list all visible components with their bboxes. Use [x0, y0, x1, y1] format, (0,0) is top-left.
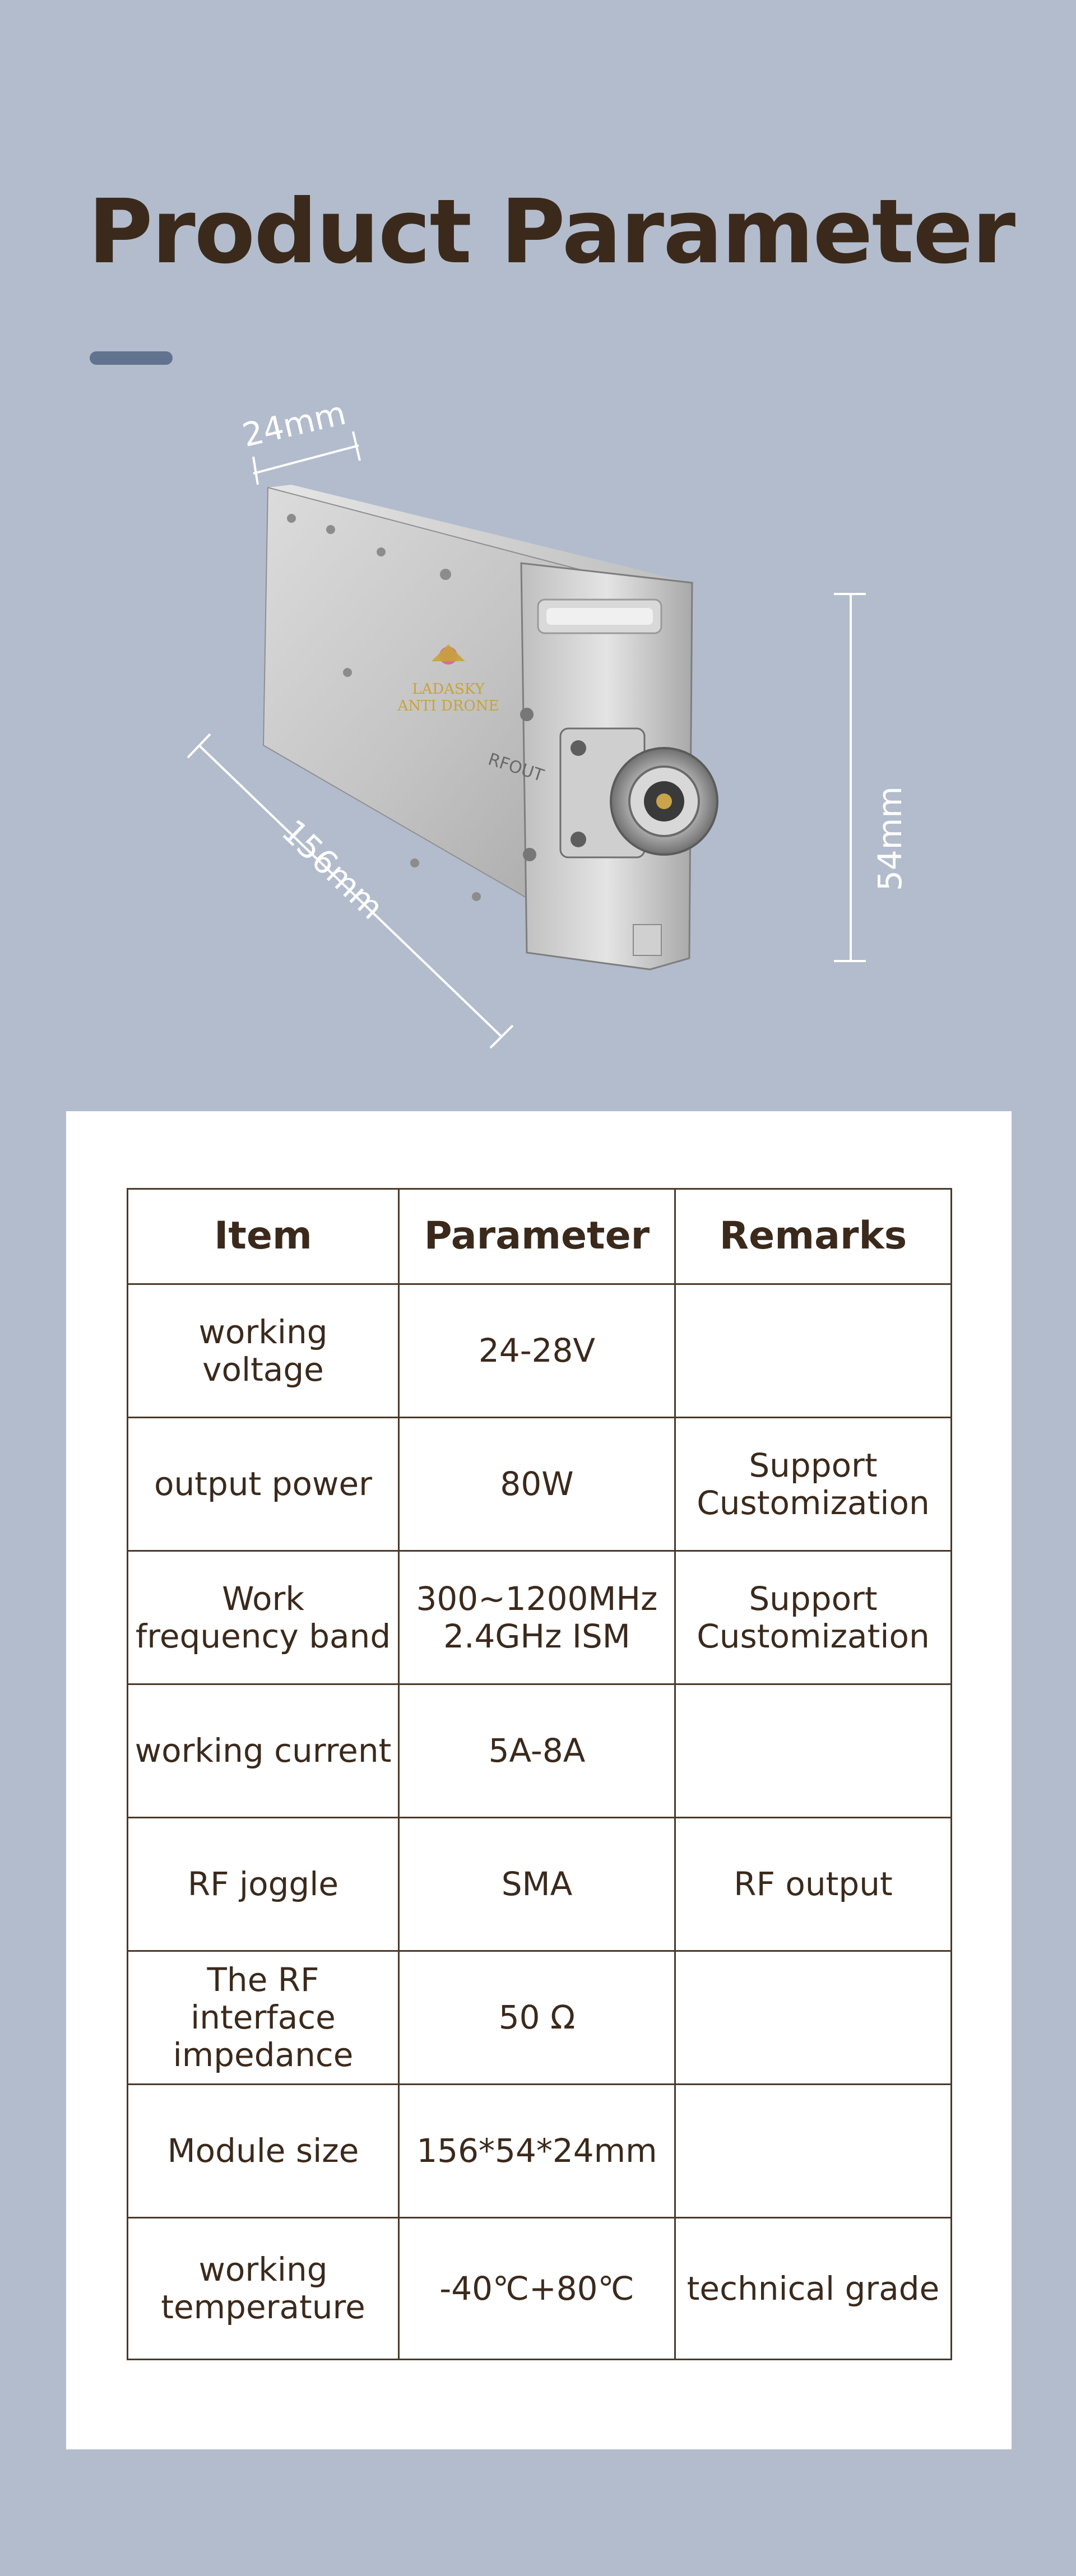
parameter-card	[66, 1111, 1012, 2449]
cell-parameter: 300~1200MHz 2.4GHz ISM	[399, 1551, 675, 1684]
table-row	[128, 1684, 952, 1818]
cell-remarks	[675, 1684, 952, 1818]
logo-line-1: LADASKY	[412, 681, 485, 698]
table-row	[128, 2218, 952, 2360]
cell-item: The RF interface impedance	[128, 1951, 399, 2085]
cell-remarks: Support Customization	[675, 1551, 952, 1684]
cell-remarks	[675, 2085, 952, 2218]
cell-item: working temperature	[128, 2218, 399, 2360]
logo-line-2: ANTI DRONE	[397, 698, 499, 714]
cell-parameter: 156*54*24mm	[399, 2085, 675, 2218]
table-row	[128, 2085, 952, 2218]
cell-parameter: 80W	[399, 1418, 675, 1551]
cell-remarks: RF output	[675, 1818, 952, 1951]
table-row	[128, 1951, 952, 2085]
title-accent-bar	[90, 351, 173, 365]
product-image	[0, 381, 1076, 1065]
header-parameter: Parameter	[399, 1189, 675, 1284]
parameter-table	[127, 1188, 952, 2360]
cell-remarks	[675, 1951, 952, 2085]
cell-item: working voltage	[128, 1284, 399, 1418]
cell-item: RF joggle	[128, 1818, 399, 1951]
rfout-label: RFOUT	[485, 749, 546, 786]
cell-parameter: 24-28V	[399, 1284, 675, 1418]
table-row	[128, 1284, 952, 1418]
amplifier-module	[263, 485, 717, 969]
cell-parameter: -40℃+80℃	[399, 2218, 675, 2360]
cell-remarks: Support Customization	[675, 1418, 952, 1551]
cell-parameter: SMA	[399, 1818, 675, 1951]
cell-item: output power	[128, 1418, 399, 1551]
cell-parameter: 5A-8A	[399, 1684, 675, 1818]
cell-parameter: 50 Ω	[399, 1951, 675, 2085]
cell-item: working current	[128, 1684, 399, 1818]
table-header-row	[128, 1189, 952, 1284]
height-dimension-label: 54mm	[871, 786, 909, 891]
height-dimension-line	[834, 594, 866, 961]
table-row	[128, 1551, 952, 1684]
table-row	[128, 1818, 952, 1951]
cell-item: Work frequency band	[128, 1551, 399, 1684]
cell-remarks: technical grade	[675, 2218, 952, 2360]
header-remarks: Remarks	[675, 1189, 952, 1284]
cell-remarks	[675, 1284, 952, 1418]
header-item: Item	[128, 1189, 399, 1284]
length-dimension-label: 156mm	[274, 812, 391, 927]
page-title: Product Parameter	[88, 180, 1015, 284]
cell-item: Module size	[128, 2085, 399, 2218]
width-dimension-label: 24mm	[239, 393, 350, 454]
table-row	[128, 1418, 952, 1551]
